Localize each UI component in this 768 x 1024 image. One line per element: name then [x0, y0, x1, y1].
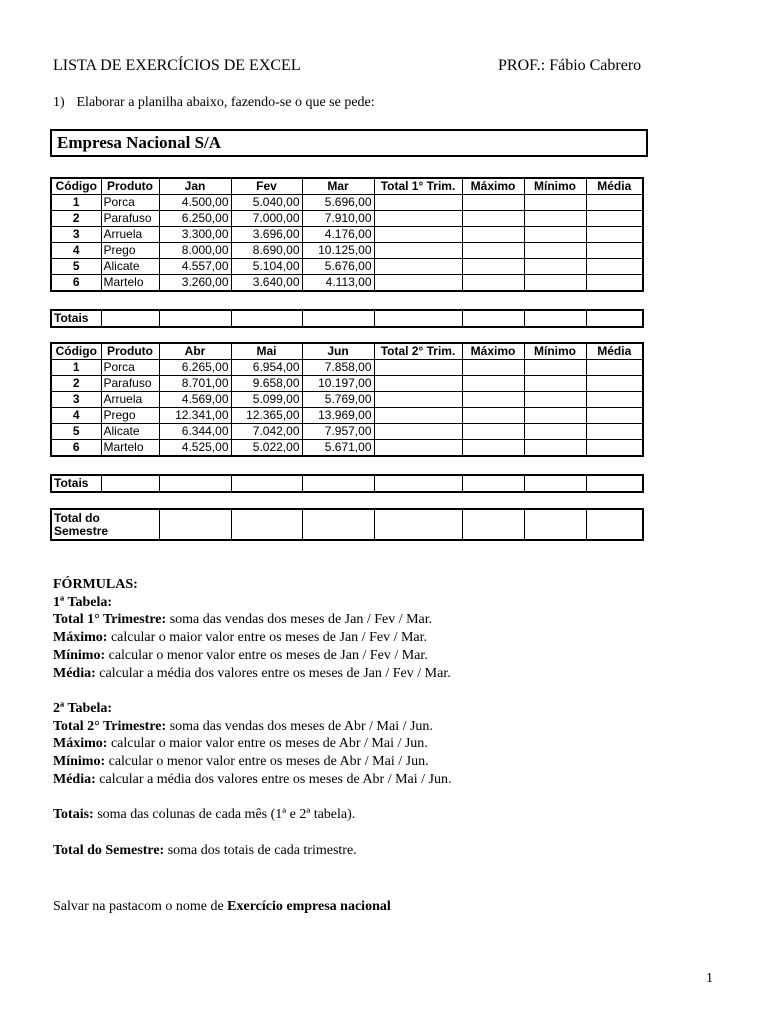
empty-cell [374, 195, 462, 211]
empty-cell [302, 509, 374, 540]
formula-line [53, 629, 452, 647]
header-cell: Código [51, 178, 101, 195]
table-header-row [51, 178, 643, 195]
empty-cell [524, 195, 586, 211]
header-cell: Mar [302, 178, 374, 195]
formula-text: calcular a média dos valores entre os meses de Abr / Mai / Jun. [95, 771, 452, 787]
table-row [51, 509, 643, 540]
empty-cell [462, 275, 524, 292]
table-row [51, 310, 643, 327]
instruction-number: 1) [53, 95, 65, 110]
empty-cell [374, 360, 462, 376]
formula-line [53, 753, 452, 771]
table-row [51, 475, 643, 492]
code-cell: 3 [51, 392, 101, 408]
formula-label: Mínimo: [53, 647, 106, 663]
value-cell: 5.104,00 [231, 259, 302, 275]
value-cell: 4.176,00 [302, 227, 374, 243]
formula-label: Totais: [53, 807, 94, 823]
empty-cell [101, 475, 159, 492]
header-cell: Mínimo [524, 343, 586, 360]
header-cell: Produto [101, 178, 159, 195]
value-cell: 12.341,00 [159, 408, 231, 424]
save-filename: Exercício empresa nacional [227, 899, 391, 914]
formula-line [53, 718, 452, 736]
formula-label: Média: [53, 665, 96, 681]
empty-cell [374, 259, 462, 275]
semester-label-line2: Semestre [54, 523, 109, 538]
code-cell: 5 [51, 259, 101, 275]
empty-cell [586, 227, 643, 243]
code-cell: 2 [51, 376, 101, 392]
formula-text: soma dos totais de cada trimestre. [164, 842, 357, 858]
empty-cell [101, 310, 159, 327]
empty-cell [374, 440, 462, 457]
formula-text: soma das vendas dos meses de Jan / Fev / Mar. [166, 612, 433, 628]
formula-line [53, 665, 452, 683]
table1-heading: 1ª Tabela: [53, 594, 113, 610]
value-cell: 10.125,00 [302, 243, 374, 259]
save-text: Salvar na pastacom o nome de [53, 899, 228, 914]
empty-cell [586, 195, 643, 211]
code-cell: 6 [51, 440, 101, 457]
value-cell: 7.000,00 [231, 211, 302, 227]
code-cell: 2 [51, 211, 101, 227]
product-cell: Prego [101, 408, 159, 424]
empty-cell [524, 275, 586, 292]
value-cell: 3.260,00 [159, 275, 231, 292]
value-cell: 7.957,00 [302, 424, 374, 440]
formula-line [53, 647, 452, 665]
empty-cell [374, 310, 462, 327]
value-cell: 3.696,00 [231, 227, 302, 243]
code-cell: 3 [51, 227, 101, 243]
empty-cell [586, 440, 643, 457]
empty-cell [462, 392, 524, 408]
header-cell: Jan [159, 178, 231, 195]
empty-cell [586, 376, 643, 392]
company-title-box: Empresa Nacional S/A [50, 129, 648, 157]
header-cell: Fev [231, 178, 302, 195]
formula-text: calcular a média dos valores entre os meses de Jan / Fev / Mar. [95, 665, 451, 681]
empty-cell [586, 424, 643, 440]
empty-cell [374, 376, 462, 392]
value-cell: 4.557,00 [159, 259, 231, 275]
empty-cell [524, 310, 586, 327]
header-cell: Média [586, 343, 643, 360]
value-cell: 6.250,00 [159, 211, 231, 227]
empty-cell [586, 360, 643, 376]
empty-cell [524, 392, 586, 408]
value-cell: 6.265,00 [159, 360, 231, 376]
professor-name: PROF.: Fábio Cabrero [498, 57, 642, 74]
value-cell: 5.671,00 [302, 440, 374, 457]
table-row [51, 211, 643, 227]
table-row [51, 376, 643, 392]
empty-cell [231, 475, 302, 492]
empty-cell [231, 310, 302, 327]
value-cell: 7.910,00 [302, 211, 374, 227]
header-cell: Mínimo [524, 178, 586, 195]
totals-row-q2 [50, 474, 644, 493]
empty-cell [524, 440, 586, 457]
sales-table-q2 [50, 342, 644, 457]
empty-cell [231, 509, 302, 540]
formula-label: Máximo: [53, 736, 108, 752]
product-cell: Parafuso [101, 211, 159, 227]
semester-total-row [50, 508, 644, 541]
save-instruction [53, 899, 391, 915]
formulas-heading: FÓRMULAS: [53, 577, 138, 592]
empty-cell [586, 259, 643, 275]
formula-text: soma das vendas dos meses de Abr / Mai / Jun. [166, 718, 433, 734]
product-cell: Prego [101, 243, 159, 259]
value-cell: 5.769,00 [302, 392, 374, 408]
formula-label: Média: [53, 771, 96, 787]
table-row [51, 259, 643, 275]
formula-label: Total do Semestre: [53, 842, 165, 858]
header-cell: Média [586, 178, 643, 195]
empty-cell [586, 392, 643, 408]
empty-cell [462, 227, 524, 243]
empty-cell [524, 227, 586, 243]
value-cell: 4.113,00 [302, 275, 374, 292]
value-cell: 10.197,00 [302, 376, 374, 392]
table2-heading: 2ª Tabela: [53, 700, 113, 716]
empty-cell [374, 475, 462, 492]
header-cell: Jun [302, 343, 374, 360]
value-cell: 12.365,00 [231, 408, 302, 424]
product-cell: Martelo [101, 275, 159, 292]
code-cell: 1 [51, 360, 101, 376]
sales-table-q1 [50, 177, 644, 292]
formula-line [53, 771, 452, 789]
value-cell: 7.042,00 [231, 424, 302, 440]
formula-line [53, 806, 452, 824]
value-cell: 8.000,00 [159, 243, 231, 259]
value-cell: 6.954,00 [231, 360, 302, 376]
empty-cell [524, 259, 586, 275]
instruction-text: Elaborar a planilha abaixo, fazendo-se o que se pede: [76, 95, 375, 110]
table-row [51, 227, 643, 243]
product-cell: Porca [101, 195, 159, 211]
empty-cell [524, 243, 586, 259]
empty-cell [524, 211, 586, 227]
table-row [51, 360, 643, 376]
value-cell: 5.696,00 [302, 195, 374, 211]
value-cell: 13.969,00 [302, 408, 374, 424]
empty-cell [374, 509, 462, 540]
empty-cell [462, 408, 524, 424]
empty-cell [586, 509, 643, 540]
totals-label: Totais [51, 310, 101, 327]
formula-text: calcular o maior valor entre os meses de Abr / Mai / Jun. [107, 736, 428, 752]
header-cell: Mai [231, 343, 302, 360]
header-cell: Código [51, 343, 101, 360]
product-cell: Parafuso [101, 376, 159, 392]
formula-line [53, 611, 452, 629]
header-cell: Abr [159, 343, 231, 360]
totals-label: Totais [51, 475, 101, 492]
empty-cell [374, 408, 462, 424]
table-row [51, 195, 643, 211]
empty-cell [462, 424, 524, 440]
empty-cell [374, 424, 462, 440]
value-cell: 3.300,00 [159, 227, 231, 243]
table-row [51, 243, 643, 259]
empty-cell [524, 475, 586, 492]
formula-text: calcular o menor valor entre os meses de Abr / Mai / Jun. [105, 754, 429, 770]
value-cell: 4.500,00 [159, 195, 231, 211]
product-cell: Martelo [101, 440, 159, 457]
empty-cell [462, 360, 524, 376]
header-cell: Produto [101, 343, 159, 360]
code-cell: 6 [51, 275, 101, 292]
table-row [51, 275, 643, 292]
empty-cell [586, 211, 643, 227]
header-cell: Máximo [462, 178, 524, 195]
empty-cell [586, 243, 643, 259]
totals-row-q1 [50, 309, 644, 328]
empty-cell [462, 475, 524, 492]
formula-line [53, 735, 452, 753]
value-cell: 8.690,00 [231, 243, 302, 259]
table-row [51, 392, 643, 408]
value-cell: 7.858,00 [302, 360, 374, 376]
product-cell: Arruela [101, 227, 159, 243]
value-cell: 5.099,00 [231, 392, 302, 408]
empty-cell [302, 310, 374, 327]
empty-cell [159, 475, 231, 492]
code-cell: 4 [51, 243, 101, 259]
formula-label: Máximo: [53, 630, 108, 646]
empty-cell [524, 509, 586, 540]
code-cell: 5 [51, 424, 101, 440]
empty-cell [462, 376, 524, 392]
product-cell: Porca [101, 360, 159, 376]
value-cell: 5.022,00 [231, 440, 302, 457]
semester-label-line1: Total do [54, 510, 100, 525]
table-row [51, 440, 643, 457]
empty-cell [462, 243, 524, 259]
product-cell: Alicate [101, 424, 159, 440]
document-title: LISTA DE EXERCÍCIOS DE EXCEL [53, 57, 301, 74]
code-cell: 4 [51, 408, 101, 424]
empty-cell [302, 475, 374, 492]
value-cell: 9.658,00 [231, 376, 302, 392]
empty-cell [524, 376, 586, 392]
empty-cell [586, 275, 643, 292]
formulas-section [53, 576, 452, 859]
formula-text: calcular o menor valor entre os meses de Jan / Fev / Mar. [105, 647, 428, 663]
empty-cell [462, 509, 524, 540]
formula-label: Mínimo: [53, 754, 106, 770]
code-cell: 1 [51, 195, 101, 211]
header-cell: Máximo [462, 343, 524, 360]
empty-cell [462, 310, 524, 327]
empty-cell [586, 408, 643, 424]
value-cell: 5.676,00 [302, 259, 374, 275]
empty-cell [462, 195, 524, 211]
value-cell: 5.040,00 [231, 195, 302, 211]
empty-cell [524, 424, 586, 440]
instruction-line [53, 95, 375, 111]
formula-label: Total 2° Trimestre: [53, 718, 167, 734]
value-cell: 4.525,00 [159, 440, 231, 457]
value-cell: 8.701,00 [159, 376, 231, 392]
header-cell: Total 1° Trim. [374, 178, 462, 195]
empty-cell [462, 440, 524, 457]
value-cell: 4.569,00 [159, 392, 231, 408]
formula-text: calcular o maior valor entre os meses de Jan / Fev / Mar. [107, 630, 428, 646]
empty-cell [159, 509, 231, 540]
formula-text: soma das colunas de cada mês (1ª e 2ª tabela). [93, 807, 356, 823]
table-row [51, 408, 643, 424]
empty-cell [159, 310, 231, 327]
empty-cell [462, 211, 524, 227]
value-cell: 6.344,00 [159, 424, 231, 440]
empty-cell [374, 275, 462, 292]
empty-cell [524, 360, 586, 376]
formula-line [53, 842, 452, 860]
formula-label: Total 1° Trimestre: [53, 612, 167, 628]
product-cell: Arruela [101, 392, 159, 408]
empty-cell [374, 243, 462, 259]
empty-cell [374, 227, 462, 243]
empty-cell [374, 211, 462, 227]
empty-cell [586, 475, 643, 492]
product-cell: Alicate [101, 259, 159, 275]
empty-cell [462, 259, 524, 275]
page-number: 1 [706, 971, 713, 986]
empty-cell [524, 408, 586, 424]
empty-cell [586, 310, 643, 327]
table-header-row [51, 343, 643, 360]
value-cell: 3.640,00 [231, 275, 302, 292]
table-row [51, 424, 643, 440]
header-cell: Total 2° Trim. [374, 343, 462, 360]
semester-label [51, 509, 159, 540]
empty-cell [374, 392, 462, 408]
